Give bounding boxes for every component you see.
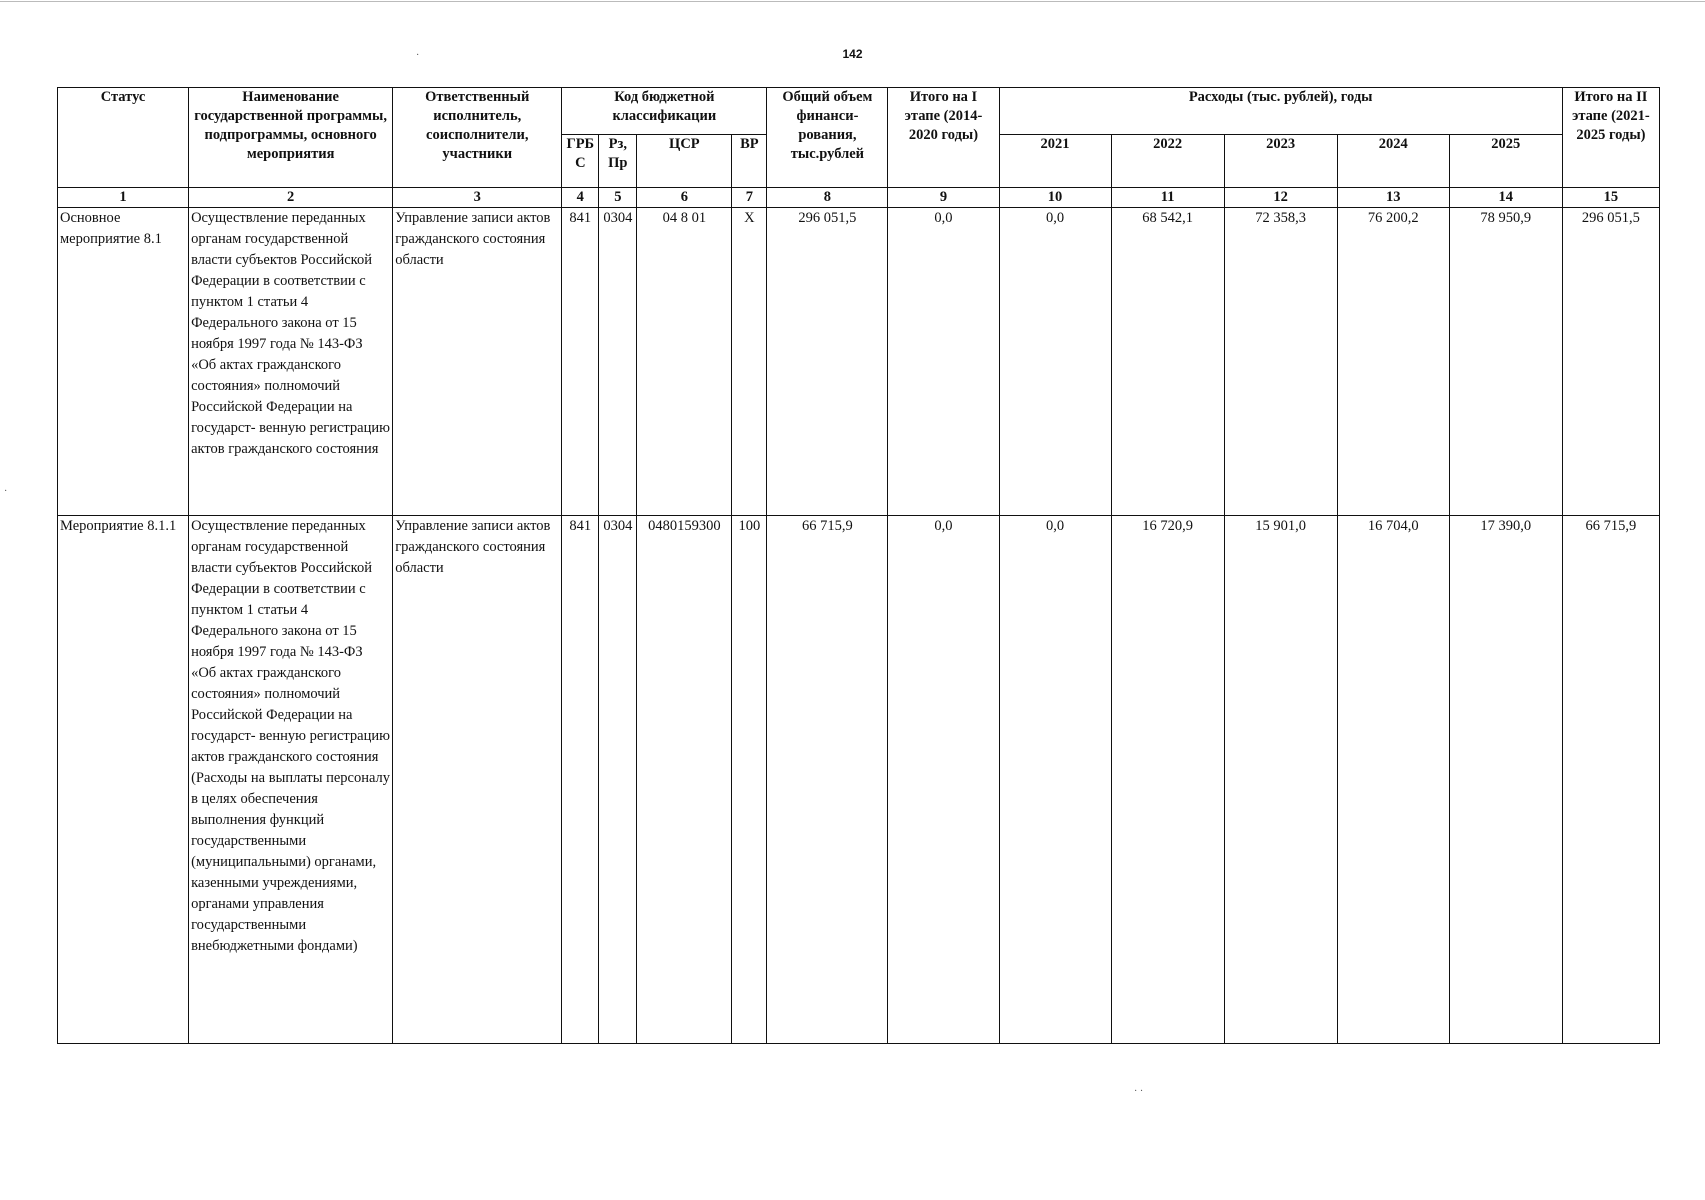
year-2023-cell: 72 358,3 <box>1224 208 1337 516</box>
year-2022-cell: 68 542,1 <box>1111 208 1224 516</box>
column-number: 10 <box>999 188 1111 208</box>
status-cell: Мероприятие 8.1.1 <box>58 516 189 1044</box>
table-row <box>58 208 1660 516</box>
table-row <box>58 516 1660 1044</box>
year-2025-cell: 17 390,0 <box>1449 516 1562 1044</box>
column-number: 6 <box>637 188 732 208</box>
header-budget-code: Код бюджетной классификации <box>562 88 767 135</box>
csr-cell: 04 8 01 <box>637 208 732 516</box>
grbs-cell: 841 <box>562 516 599 1044</box>
column-number: 7 <box>732 188 767 208</box>
header-stage1-total: Итого на I этапе (2014-2020 годы) <box>888 88 999 188</box>
budget-table <box>57 87 1660 1044</box>
header-stage2-total: Итого на II этапе (2021- 2025 годы) <box>1562 88 1659 188</box>
name-cell: Осуществление переданных органам государственной власти субъектов Российской Федерации в соответствии с пунктом 1 статьи 4 Федерального закона от 15 ноября 1997 года № 143-ФЗ «Об актах гражданского состояния» полномочий Российской Федерации на государст- венную регистрацию актов гражданского состояния (Расходы на выплаты персоналу в целях обеспечения выполнения функций государственными (муниципальными) органами, казенными учреждениями, органами управления государственными внебюджетными фондами) <box>189 516 393 1044</box>
column-number: 9 <box>888 188 999 208</box>
column-number: 3 <box>393 188 562 208</box>
scan-speck: · <box>416 50 420 61</box>
stage1-cell: 0,0 <box>888 516 999 1044</box>
header-vr: ВР <box>732 135 767 188</box>
executor-cell: Управление записи актов гражданского состояния области <box>393 516 562 1044</box>
stage2-cell: 296 051,5 <box>1562 208 1659 516</box>
stage1-cell: 0,0 <box>888 208 999 516</box>
scan-speck: · · <box>1134 1086 1144 1097</box>
total-cell: 296 051,5 <box>767 208 888 516</box>
column-number: 1 <box>58 188 189 208</box>
year-2024-cell: 16 704,0 <box>1337 516 1449 1044</box>
year-2025-cell: 78 950,9 <box>1449 208 1562 516</box>
header-total-volume: Общий объем финанси- рования, тыс.рублей <box>767 88 888 188</box>
scan-edge-line <box>0 1 1705 2</box>
year-2021-cell: 0,0 <box>999 516 1111 1044</box>
header-row-1 <box>58 88 1660 135</box>
column-number: 15 <box>1562 188 1659 208</box>
column-number: 11 <box>1111 188 1224 208</box>
year-2021-cell: 0,0 <box>999 208 1111 516</box>
column-number: 4 <box>562 188 599 208</box>
header-rz-pr: Рз, Пр <box>599 135 637 188</box>
header-name: Наименование государственной программы, подпрограммы, основного мероприятия <box>189 88 393 188</box>
total-cell: 66 715,9 <box>767 516 888 1044</box>
column-number: 5 <box>599 188 637 208</box>
header-year: 2022 <box>1111 135 1224 188</box>
year-2023-cell: 15 901,0 <box>1224 516 1337 1044</box>
header-expenses: Расходы (тыс. рублей), годы <box>999 88 1562 135</box>
rz-pr-cell: 0304 <box>599 208 637 516</box>
column-number: 14 <box>1449 188 1562 208</box>
column-number: 2 <box>189 188 393 208</box>
column-number: 13 <box>1337 188 1449 208</box>
column-number: 12 <box>1224 188 1337 208</box>
header-executor: Ответственный исполнитель, соисполнители, участники <box>393 88 562 188</box>
stage2-cell: 66 715,9 <box>1562 516 1659 1044</box>
header-grbs: ГРБ С <box>562 135 599 188</box>
csr-cell: 0480159300 <box>637 516 732 1044</box>
scan-speck: · <box>4 486 8 497</box>
vr-cell: 100 <box>732 516 767 1044</box>
year-2024-cell: 76 200,2 <box>1337 208 1449 516</box>
rz-pr-cell: 0304 <box>599 516 637 1044</box>
vr-cell: X <box>732 208 767 516</box>
executor-cell: Управление записи актов гражданского состояния области <box>393 208 562 516</box>
status-cell: Основное мероприятие 8.1 <box>58 208 189 516</box>
name-cell: Осуществление переданных органам государственной власти субъектов Российской Федерации в соответствии с пунктом 1 статьи 4 Федерального закона от 15 ноября 1997 года № 143-ФЗ «Об актах гражданского состояния» полномочий Российской Федерации на государст- венную регистрацию актов гражданского состояния <box>189 208 393 516</box>
year-2022-cell: 16 720,9 <box>1111 516 1224 1044</box>
header-year: 2021 <box>999 135 1111 188</box>
header-status: Статус <box>58 88 189 188</box>
column-number: 8 <box>767 188 888 208</box>
page-number: 142 <box>842 47 863 61</box>
grbs-cell: 841 <box>562 208 599 516</box>
column-number-row <box>58 188 1660 208</box>
header-csr: ЦСР <box>637 135 732 188</box>
header-year: 2025 <box>1449 135 1562 188</box>
header-year: 2023 <box>1224 135 1337 188</box>
header-year: 2024 <box>1337 135 1449 188</box>
